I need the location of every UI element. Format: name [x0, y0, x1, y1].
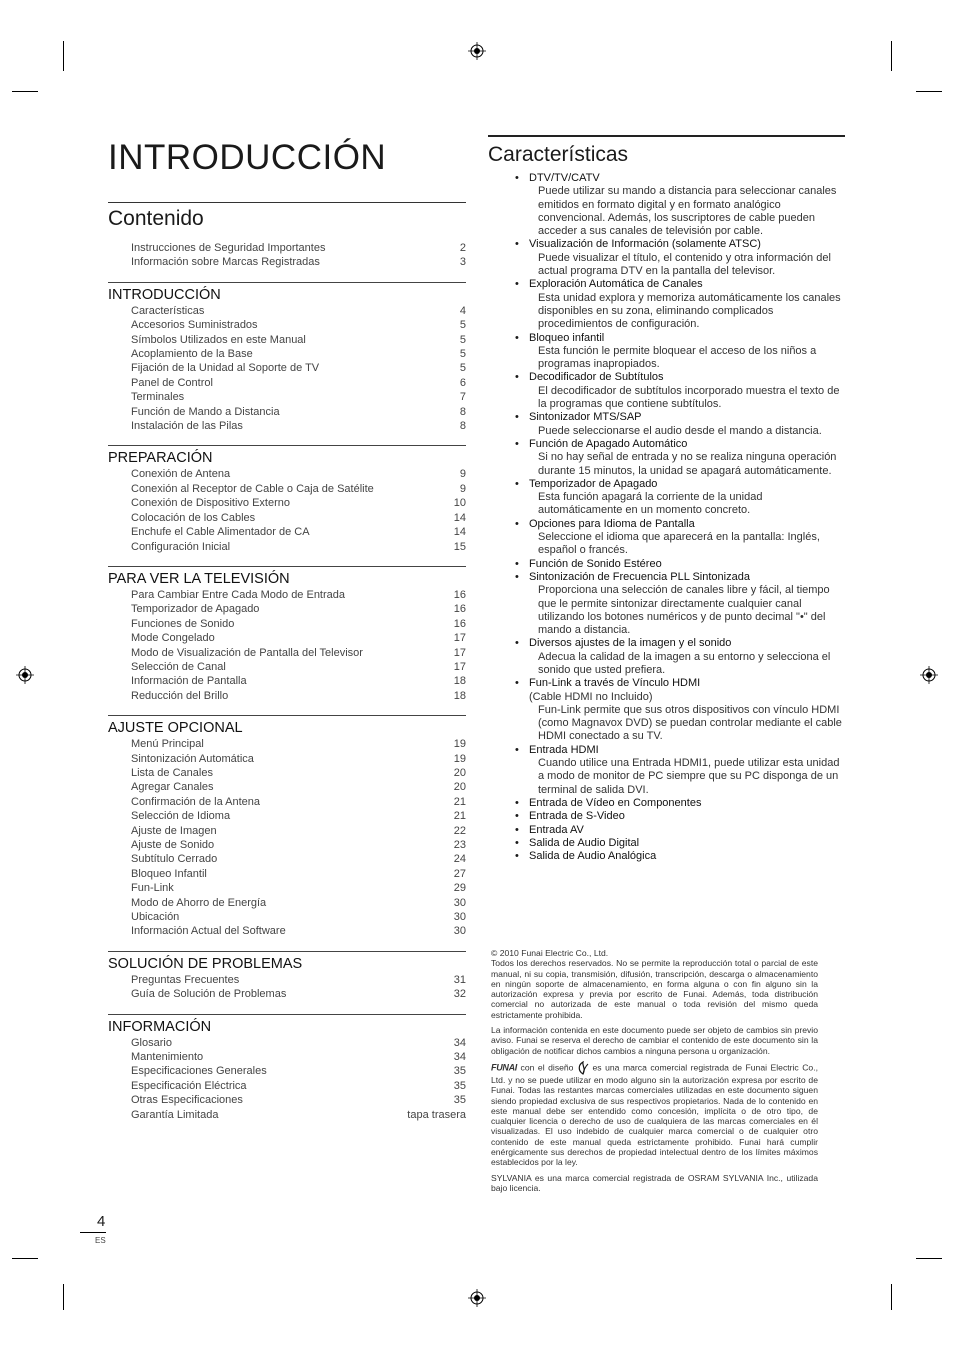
copyright-paragraph: FUNAI con el diseño es una marca comercial registrada de Funai Electric Co., Ltd. y no se puede utilizar en modo alguno sin la autorización expresa por escrito de Funai. Todas las restantes marcas comerciales utilizadas en este documento siguen siendo propiedad exclusiva de sus respectivos propietarios. Nada de lo contenido en este manual debe ser entendido como concesión, implícita o de otro tipo, de cualquier licencia o derecho de uso de cualquiera de las marcas comerciales en él visualizadas. El uso indebido de cualquier marca comercial o de cualquier otro contenido de este manual queda estrictamente prohibido. Funai hará cumplir enérgicamente sus derechos de propiedad intelectual dentro de los límites máximos establecidos por la ley.	[491, 1062, 818, 1168]
feature-item: • Salida de Audio Digital	[488, 837, 845, 850]
toc-item[interactable]: Guía de Solución de Problemas 32	[131, 988, 466, 1001]
feature-name: Salida de Audio Digital	[529, 836, 640, 849]
toc-item[interactable]: Preguntas Frecuentes 31	[131, 973, 466, 986]
toc-item[interactable]: Fun-Link 29	[131, 882, 466, 895]
feature-name: Salida de Audio Analógica	[529, 850, 657, 863]
feature-item: • Salida de Audio Analógica	[488, 850, 845, 863]
feature-item: • Exploración Automática de Canales Esta unidad explora y memoriza automáticamente los canales disponibles en su zona, eliminando complicados procedimientos de configuración.	[488, 278, 845, 331]
feature-item: • Fun-Link a través de Vínculo HDMI (Cable HDMI no Incluido) Fun-Link permite que sus otros dispositivos con vínculo HDMI (como Magnavox DVD) se puedan controlar mediante el cable HDMI conectado a su TV.	[488, 677, 845, 743]
toc-section	[108, 1014, 466, 1122]
toc-item[interactable]: Panel de Control 6	[131, 376, 466, 389]
toc-section-title[interactable]: INFORMACIÓN	[108, 1018, 212, 1035]
feature-item: • Opciones para Idioma de Pantalla Seleccione el idioma que aparecerá en la pantalla: Inglés, español o francés.	[488, 518, 845, 558]
registration-mark-icon	[468, 1289, 486, 1307]
crop-mark	[916, 91, 942, 92]
toc-item[interactable]: Terminales 7	[131, 391, 466, 404]
feature-name: Exploración Automática de Canales	[529, 278, 703, 291]
feature-item: • Sintonizador MTS/SAP Puede seleccionarse el audio desde el mando a distancia.	[488, 411, 845, 438]
feature-name: Opciones para Idioma de Pantalla	[529, 517, 695, 530]
feature-description: Esta función le permite bloquear el acceso de los niños a programas inapropiados.	[538, 344, 817, 371]
toc-section-title[interactable]: AJUSTE OPCIONAL	[108, 720, 243, 737]
toc-section-title[interactable]: PREPARACIÓN	[108, 450, 213, 467]
toc-section-title[interactable]: PARA VER LA TELEVISIÓN	[108, 570, 290, 587]
feature-description: Fun-Link permite que sus otros dispositivos con vínculo HDMI (como Magnavox DVD) se puedan controlar mediante el cable HDMI conectado a su TV.	[538, 703, 842, 743]
toc-item[interactable]: Funciones de Sonido 16	[131, 617, 466, 630]
toc-section	[108, 566, 466, 703]
feature-description: Esta unidad explora y memoriza automáticamente los canales disponibles en su zona, eliminando complicados procedimientos de configuración.	[538, 291, 841, 331]
registration-mark-icon	[16, 666, 34, 684]
feature-name: Decodificador de Subtítulos	[529, 371, 664, 384]
toc-item[interactable]: Instrucciones de Seguridad Importantes 2	[131, 242, 466, 254]
feature-item: • Entrada de S-Video	[488, 810, 845, 823]
feature-item: • Diversos ajustes de la imagen y el sonido Adecua la calidad de la imagen a su entorno y selecciona el sonido que usted prefiera.	[488, 637, 845, 677]
toc-item[interactable]: Instalación de las Pilas 8	[131, 420, 466, 433]
toc-item[interactable]: Glosario 34	[131, 1036, 466, 1049]
copyright-paragraph: SYLVANIA es una marca comercial registrada de OSRAM SYLVANIA Inc., utilizada bajo licencia.	[491, 1172, 818, 1193]
feature-name: Temporizador de Apagado	[529, 477, 658, 490]
toc-item[interactable]: Conexión de Antena 9	[131, 468, 466, 481]
registration-mark-icon	[468, 42, 486, 60]
features-list	[488, 172, 845, 863]
feature-name: Bloqueo infantil	[529, 331, 605, 344]
divider	[488, 135, 845, 137]
feature-description: El decodificador de subtítulos incorporado muestra el texto de la programas que contiene subtítulos.	[538, 384, 840, 411]
feature-item: • Entrada AV	[488, 824, 845, 837]
toc-item[interactable]: Temporizador de Apagado 16	[131, 603, 466, 616]
feature-item: • Entrada HDMI Cuando utilice una Entrada HDMI1, puede utilizar esta unidad a modo de monitor de PC siempre que su PC disponga de un terminal de salida DVI.	[488, 744, 845, 797]
toc-item[interactable]: Subtítulo Cerrado 24	[131, 853, 466, 866]
feature-description: Puede utilizar su mando a distancia para seleccionar canales emitidos en formato digital y en formato analógico convencional. Además, los suscriptores de cable pueden acceder a sus canales de televisión por cable.	[538, 185, 837, 238]
toc-item[interactable]: Reducción del Brillo 18	[131, 689, 466, 702]
crop-mark	[12, 91, 38, 92]
feature-item: • Función de Sonido Estéreo	[488, 558, 845, 571]
crop-mark	[891, 1284, 892, 1310]
feature-item: • Decodificador de Subtítulos El decodificador de subtítulos incorporado muestra el texto de la programas que contiene subtítulos.	[488, 371, 845, 411]
toc-item[interactable]: Mode Congelado 17	[131, 632, 466, 645]
toc-item[interactable]: Selección de Idioma 21	[131, 810, 466, 823]
feature-name: Fun-Link a través de Vínculo HDMI	[529, 677, 701, 690]
toc-item[interactable]: Para Cambiar Entre Cada Modo de Entrada 16	[131, 588, 466, 601]
toc-item[interactable]: Selección de Canal 17	[131, 660, 466, 673]
feature-description: Puede visualizar el título, el contenido y otra información del actual programa DTV en la pantalla del televisor.	[538, 251, 831, 278]
toc-section	[108, 282, 466, 434]
toc-item[interactable]: Modo de Visualización de Pantalla del Televisor 17	[131, 646, 466, 659]
crop-mark	[63, 41, 64, 71]
toc-item[interactable]: Sintonización Automática 19	[131, 752, 466, 765]
contents-heading: Contenido	[108, 207, 204, 230]
toc-item[interactable]: Colocación de los Cables 14	[131, 511, 466, 524]
feature-name: Función de Sonido Estéreo	[529, 557, 662, 570]
toc-item[interactable]: Confirmación de la Antena 21	[131, 795, 466, 808]
feature-name: Visualización de Información (solamente ATSC)	[529, 238, 761, 251]
features-heading: Características	[488, 143, 629, 166]
toc-section	[108, 715, 466, 939]
table-of-contents-column	[108, 130, 466, 1122]
toc-item[interactable]: Fijación de la Unidad al Soporte de TV 5	[131, 362, 466, 375]
toc-top-list	[108, 241, 466, 270]
registration-mark-icon	[920, 666, 938, 684]
toc-item[interactable]: Otras Especificaciones 35	[131, 1094, 466, 1107]
toc-item[interactable]: Información sobre Marcas Registradas 3	[131, 256, 466, 269]
toc-item[interactable]: Lista de Canales 20	[131, 766, 466, 779]
toc-item[interactable]: Características 4	[131, 304, 466, 317]
toc-item[interactable]: Símbolos Utilizados en este Manual 5	[131, 333, 466, 346]
feature-item: • Entrada de Vídeo en Componentes	[488, 797, 845, 810]
toc-item[interactable]: Especificación Eléctrica 35	[131, 1079, 466, 1092]
feature-name: Diversos ajustes de la imagen y el sonido	[529, 637, 732, 650]
toc-item[interactable]: Accesorios Suministrados 5	[131, 319, 466, 332]
funai-leaf-design-icon	[577, 1061, 589, 1075]
feature-name: Función de Apagado Automático	[529, 437, 688, 450]
feature-item: • Visualización de Información (solamente ATSC) Puede visualizar el título, el contenido y otra información del actual programa DTV en la pantalla del televisor.	[488, 238, 845, 278]
toc-item[interactable]: Conexión al Receptor de Cable o Caja de Satélite 9	[131, 482, 466, 495]
divider	[108, 202, 466, 203]
crop-mark	[63, 1284, 64, 1310]
toc-section-title[interactable]: INTRODUCCIÓN	[108, 286, 221, 303]
feature-name: Sintonizador MTS/SAP	[529, 411, 642, 424]
feature-note: (Cable HDMI no Incluido)	[529, 690, 653, 703]
copyright-paragraph: La información contenida en este documento puede ser objeto de cambios sin previo aviso. Funai se reserva el derecho de cambiar el contenido de este documento sin la obligación de notificar dichos cambios a ninguna persona u organización.	[491, 1025, 818, 1056]
toc-item[interactable]: Agregar Canales 20	[131, 781, 466, 794]
feature-item: • Función de Apagado Automático Si no hay señal de entrada y no se realiza ninguna operación durante 15 minutos, la unidad se apagará automáticamente.	[488, 438, 845, 478]
toc-item[interactable]: Bloqueo Infantil 27	[131, 867, 466, 880]
divider	[80, 1232, 106, 1233]
toc-item[interactable]: Conexión de Dispositivo Externo 10	[131, 497, 466, 510]
feature-description: Cuando utilice una Entrada HDMI1, puede utilizar esta unidad a modo de monitor de PC siempre que su PC disponga de un terminal de salida DVI.	[538, 757, 840, 796]
feature-description: Esta función apagará la corriente de la unidad automáticamente en un momento concreto.	[538, 491, 763, 517]
feature-item: • DTV/TV/CATV Puede utilizar su mando a distancia para seleccionar canales emitidos en formato digital y en formato analógico convencional. Además, los suscriptores de cable pueden acceder a sus canales de televisión por cable.	[488, 172, 845, 238]
toc-item[interactable]: Ajuste de Sonido 23	[131, 839, 466, 851]
feature-name: Entrada de Vídeo en Componentes	[529, 796, 702, 809]
toc-item[interactable]: Especificaciones Generales 35	[131, 1065, 466, 1078]
feature-description: Puede seleccionarse el audio desde el mando a distancia.	[538, 424, 822, 437]
toc-item[interactable]: Información de Pantalla 18	[131, 675, 466, 688]
toc-item[interactable]: Acoplamiento de la Base 5	[131, 348, 466, 361]
feature-item: • Temporizador de Apagado Esta función apagará la corriente de la unidad automáticamente en un momento concreto.	[488, 478, 845, 518]
feature-description: Proporciona una selección de canales libre y fácil, al tiempo que le permite sintonizar directamente cualquier canal utilizando los botones numéricos y de punto decimal "•" del mando a distancia.	[538, 584, 830, 637]
feature-description: Seleccione el idioma que aparecerá en la pantalla: Inglés, español o francés.	[538, 531, 820, 557]
copyright-paragraph: © 2010 Funai Electric Co., Ltd. Todos los derechos reservados. No se permite la reproducción total o parcial de este manual, ni su copia, transmisión, difusión, transcripción, descarga o almacenamiento en ningún soporte de almacenamiento, en forma alguna o con fin alguno sin la autorización expresa y previa por escrito de Funai. Además, toda distribución comercial no autorizada de este manual o toda revisión del mismo queda estrictamente prohibida.	[491, 948, 818, 1020]
toc-item[interactable]: Modo de Ahorro de Energía 30	[131, 896, 466, 909]
toc-item[interactable]: Función de Mando a Distancia 8	[131, 405, 466, 418]
toc-section	[108, 445, 466, 553]
crop-mark	[891, 41, 892, 71]
toc-section	[108, 951, 466, 1002]
funai-logo: FUNAI	[491, 1062, 517, 1073]
feature-description: Si no hay señal de entrada y no se realiza ninguna operación durante 15 minutos, la unidad se apagará automáticamente.	[538, 451, 837, 477]
feature-description: Adecua la calidad de la imagen a su entorno y selecciona el sonido que usted prefiera.	[538, 650, 831, 676]
feature-name: Entrada AV	[529, 823, 584, 836]
features-column	[488, 135, 845, 863]
feature-name: Entrada de S-Video	[529, 810, 625, 823]
crop-mark	[916, 1258, 942, 1259]
language-code: ES	[95, 1236, 106, 1245]
feature-name: Sintonización de Frecuencia PLL Sintonizada	[529, 570, 750, 583]
toc-item[interactable]: Enchufe el Cable Alimentador de CA 14	[131, 526, 466, 539]
copyright-notice	[491, 948, 818, 1198]
page-title: INTRODUCCIÓN	[108, 138, 387, 177]
toc-item[interactable]: Mantenimiento 34	[131, 1051, 466, 1064]
feature-item: • Bloqueo infantil Esta función le permite bloquear el acceso de los niños a programas inapropiados.	[488, 332, 845, 372]
toc-item[interactable]: Garantía Limitada tapa trasera	[131, 1108, 466, 1121]
toc-item[interactable]: Ubicación 30	[131, 911, 466, 924]
toc-item[interactable]: Configuración Inicial 15	[131, 540, 466, 553]
toc-item[interactable]: Menú Principal 19	[131, 738, 466, 751]
page-number: 4	[97, 1213, 106, 1230]
feature-name: Entrada HDMI	[529, 743, 599, 756]
toc-item[interactable]: Información Actual del Software 30	[131, 925, 466, 938]
feature-name: DTV/TV/CATV	[529, 172, 600, 184]
toc-item[interactable]: Ajuste de Imagen 22	[131, 824, 466, 837]
crop-mark	[12, 1258, 38, 1259]
feature-item: • Sintonización de Frecuencia PLL Sintonizada Proporciona una selección de canales libre y fácil, al tiempo que le permite sintonizar directamente cualquier canal utilizando los botones numéricos y de punto decimal "•" del mando a distancia.	[488, 571, 845, 637]
toc-section-title[interactable]: SOLUCIÓN DE PROBLEMAS	[108, 955, 303, 972]
